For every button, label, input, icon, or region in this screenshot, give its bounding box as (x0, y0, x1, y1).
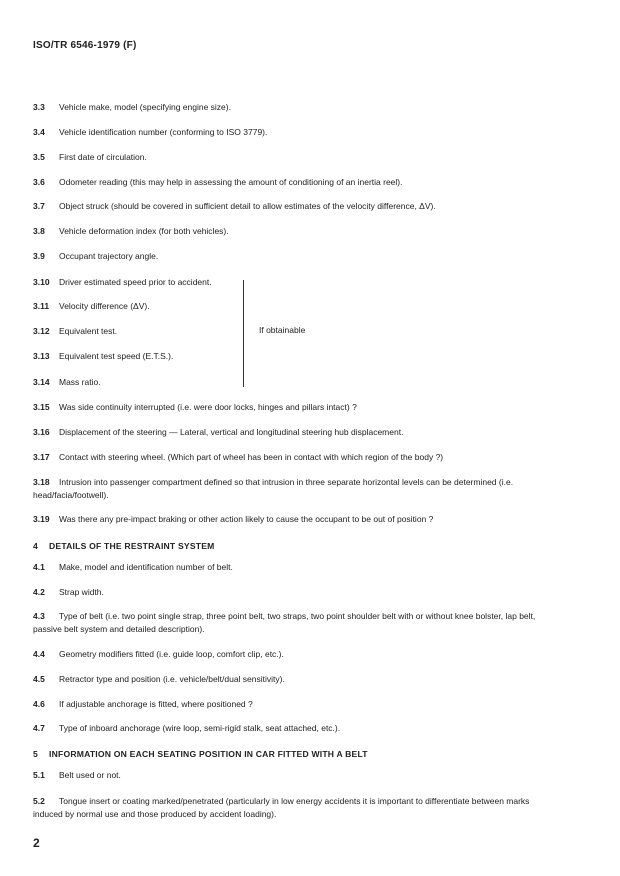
item-number: 5.1 (33, 770, 45, 780)
item-text: Equivalent test. (59, 326, 118, 336)
item-3-10 (33, 276, 212, 289)
item-text: Intrusion into passenger compartment defined so that intrusion in three separate horizontal levels can be determined (i.e. head/facia/footwell). (33, 477, 514, 500)
item-number: 3.8 (33, 226, 45, 236)
item-number: 3.9 (33, 251, 45, 261)
section-title: INFORMATION ON EACH SEATING POSITION IN CAR FITTED WITH A BELT (49, 749, 368, 759)
item-4-5 (33, 673, 285, 686)
item-text: Type of belt (i.e. two point single strap, three point belt, two straps, two point shoulder belt with or without knee bolster, lap belt, passive belt system and detailed description). (33, 611, 536, 634)
item-text: Was side continuity interrupted (i.e. were door locks, hinges and pillars intact) ? (59, 402, 357, 412)
item-3-13 (33, 350, 173, 363)
item-number: 3.19 (33, 514, 50, 524)
item-3-16 (33, 426, 403, 439)
item-number: 3.10 (33, 277, 50, 287)
item-number: 4.5 (33, 674, 45, 684)
item-4-4 (33, 648, 284, 661)
item-text: Vehicle identification number (conforming to ISO 3779). (59, 127, 268, 137)
item-text: Type of inboard anchorage (wire loop, semi-rigid stalk, seat attached, etc.). (59, 723, 341, 733)
item-text: Occupant trajectory angle. (59, 251, 159, 261)
item-3-14 (33, 376, 101, 389)
item-3-11 (33, 300, 150, 313)
item-3-18 (33, 476, 561, 502)
item-3-8 (33, 225, 229, 238)
item-3-12 (33, 325, 117, 338)
item-4-3 (33, 610, 561, 636)
item-text: First date of circulation. (59, 152, 147, 162)
item-3-19 (33, 513, 433, 526)
item-number: 3.18 (33, 477, 50, 487)
item-3-4 (33, 126, 267, 139)
item-number: 4.7 (33, 723, 45, 733)
item-number: 3.6 (33, 177, 45, 187)
document-header: ISO/TR 6546-1979 (F) (33, 40, 137, 51)
section-5-heading (33, 749, 368, 759)
section-title: DETAILS OF THE RESTRAINT SYSTEM (49, 541, 215, 551)
item-4-1 (33, 561, 233, 574)
item-3-5 (33, 151, 147, 164)
item-text: Contact with steering wheel. (Which part of wheel has been in contact with which region of the body ?) (59, 452, 444, 462)
item-3-6 (33, 176, 403, 189)
item-text: Odometer reading (this may help in assessing the amount of conditioning of an inertia reel). (59, 177, 403, 187)
item-text: Belt used or not. (59, 770, 121, 780)
item-number: 4.4 (33, 649, 45, 659)
item-text: Retractor type and position (i.e. vehicle/belt/dual sensitivity). (59, 674, 285, 684)
item-number: 5.2 (33, 796, 45, 806)
item-3-15 (33, 401, 357, 414)
item-3-17 (33, 451, 443, 464)
item-text: Displacement of the steering — Lateral, vertical and longitudinal steering hub displacement. (59, 427, 404, 437)
section-4-heading (33, 541, 215, 551)
item-text: Equivalent test speed (E.T.S.). (59, 351, 174, 361)
item-text: If adjustable anchorage is fitted, where positioned ? (59, 699, 253, 709)
item-3-9 (33, 250, 158, 263)
item-number: 3.7 (33, 201, 45, 211)
item-text: Velocity difference (ΔV). (59, 301, 150, 311)
item-text: Vehicle make, model (specifying engine size). (59, 102, 231, 112)
item-number: 3.17 (33, 452, 50, 462)
item-text: Geometry modifiers fitted (i.e. guide loop, comfort clip, etc.). (59, 649, 284, 659)
item-4-6 (33, 698, 253, 711)
item-number: 3.5 (33, 152, 45, 162)
item-number: 4.6 (33, 699, 45, 709)
item-number: 3.4 (33, 127, 45, 137)
section-number: 5 (33, 749, 38, 759)
item-text: Strap width. (59, 587, 104, 597)
item-text: Was there any pre-impact braking or other action likely to cause the occupant to be out of position ? (59, 514, 434, 524)
item-3-3 (33, 101, 231, 114)
page-number: 2 (33, 836, 40, 850)
item-4-2 (33, 586, 104, 599)
item-number: 3.11 (33, 301, 50, 311)
item-text: Vehicle deformation index (for both vehicles). (59, 226, 229, 236)
item-text: Tongue insert or coating marked/penetrated (particularly in low energy accidents it is important to differentiate between marks induced by normal use and those produced by accident loading). (33, 796, 530, 819)
item-text: Make, model and identification number of belt. (59, 562, 233, 572)
item-text: Object struck (should be covered in sufficient detail to allow estimates of the velocity difference, ΔV). (59, 201, 436, 211)
item-number: 3.12 (33, 326, 50, 336)
item-3-7 (33, 200, 436, 213)
item-5-1 (33, 769, 121, 782)
item-text: Mass ratio. (59, 377, 101, 387)
item-number: 3.15 (33, 402, 50, 412)
item-5-2 (33, 795, 561, 821)
item-number: 3.16 (33, 427, 50, 437)
item-number: 4.2 (33, 587, 45, 597)
item-number: 4.1 (33, 562, 45, 572)
item-number: 3.14 (33, 377, 50, 387)
item-number: 3.13 (33, 351, 50, 361)
item-number: 4.3 (33, 611, 45, 621)
bracket-line (243, 280, 244, 387)
section-number: 4 (33, 541, 38, 551)
item-4-7 (33, 722, 340, 735)
item-number: 3.3 (33, 102, 45, 112)
item-text: Driver estimated speed prior to accident. (59, 277, 212, 287)
bracket-label: If obtainable (259, 325, 306, 335)
